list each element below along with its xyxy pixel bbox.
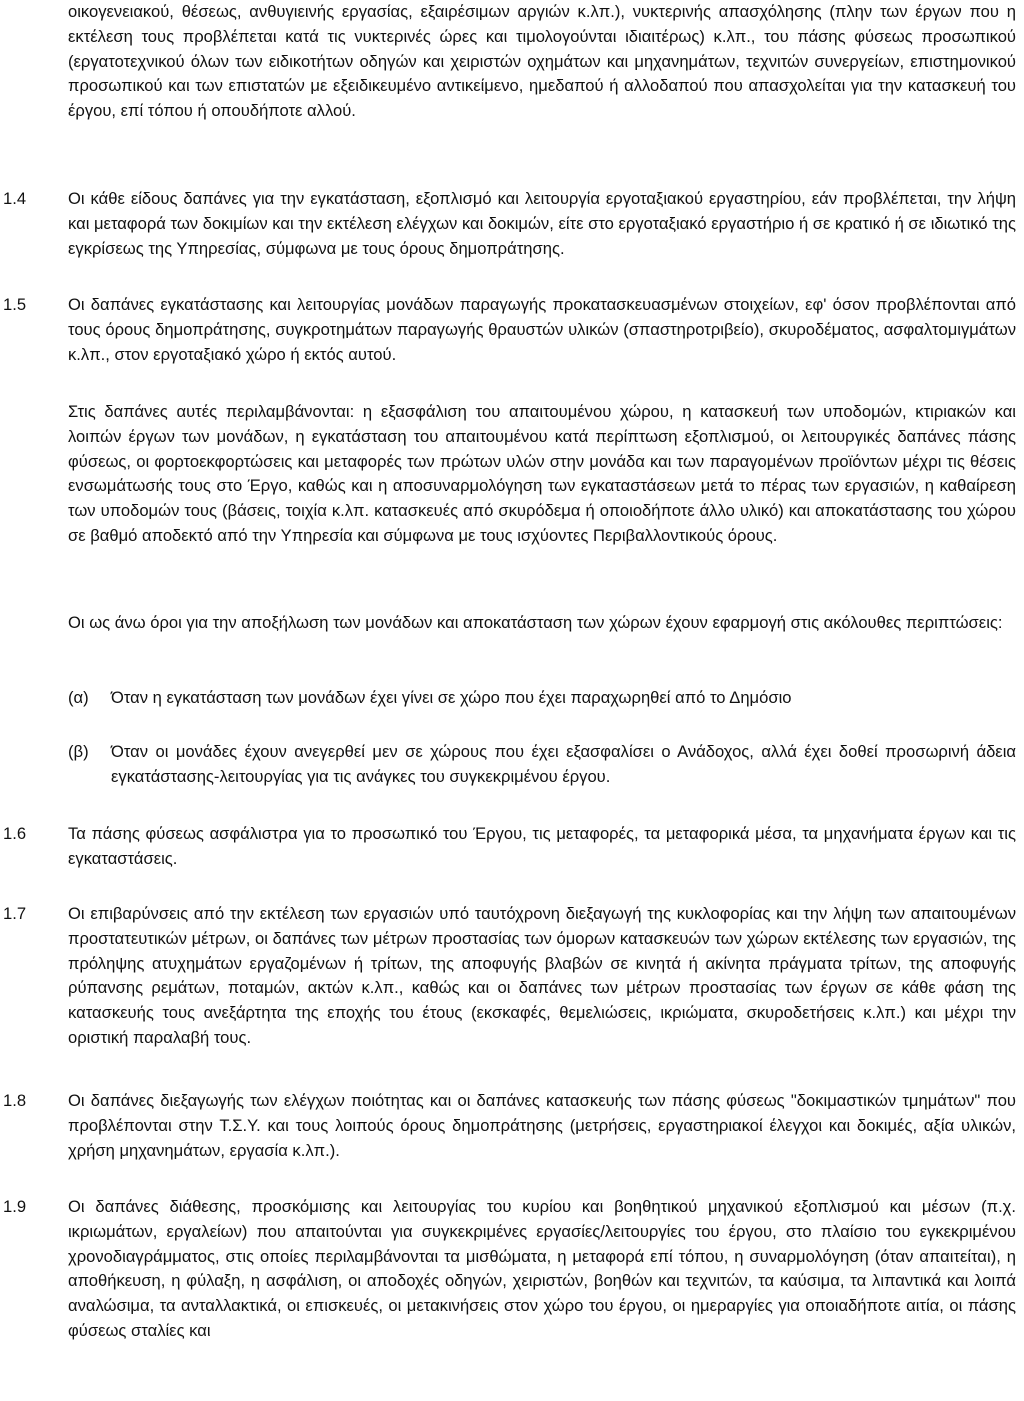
- clause-1-5-paragraph: Στις δαπάνες αυτές περιλαμβάνονται: η εξασφάλιση του απαιτουμένου χώρου, η κατασκευή των υποδομών, κτιριακών και λοιπών έργων των μονάδων, η εγκατάσταση του απαιτουμένου κατά περίπτωση εξοπλισμού, οι λειτουργικές δαπάνες πάσης φύσεως, οι φορτοεκφορτώσεις και μεταφορές των πρώτων υλών στην μονάδα και των παραγομένων προϊόντων μέχρι τις θέσεις ενσωμάτωσής τους στο Έργο, καθώς και η αποσυναρμολόγηση των εγκαταστάσεων μετά το πέρας των εργασιών, η καθαίρεση των υποδομών τους (βάσεις, τοιχία κ.λπ. κατασκευές από σκυρόδεμα ή οποιοδήποτε άλλο υλικό) και αποκατάστασης του χώρου σε βαθμό αποδεκτό από την Υπηρεσία και σύμφωνα με τους ισχύοντες Περιβαλλοντικούς όρους.: [68, 402, 1016, 545]
- clause-text: Οι κάθε είδους δαπάνες για την εγκατάσταση, εξοπλισμό και λειτουργία εργοταξιακού εργαστηρίου, εάν προβλέπεται, την λήψη και μεταφορά των δοκιμίων και την εκτέλεση ελέγχων και δοκιμών, είτε στο εργοταξιακό εργαστήριο ή σε κρατικό ή σε ιδιωτικό της εγκρίσεως της Υπηρεσίας, σύμφωνα με τους όρους δημοπράτησης.: [68, 189, 1016, 258]
- clause-number: 1.8: [3, 1091, 27, 1110]
- clause-text: Οι δαπάνες διάθεσης, προσκόμισης και λειτουργίας του κυρίου και βοηθητικού μηχανικού εξοπλισμού και μέσων (π.χ. ικριωμάτων, εργαλείων) που απαιτούνται για συγκεκριμένες εργασίες/λειτουργίες του έργου, στο πλαίσιο του εγκεκριμένου χρονοδιαγράμματος, στις οποίες περιλαμβάνονται τα μισθώματα, η μεταφορά επί τόπου, η συναρμολόγηση (όταν απαιτείται), η αποθήκευση, η φύλαξη, η ασφάλιση, οι αποδοχές οδηγών, χειριστών, βοηθών και τεχνιτών, τα καύσιμα, τα λιπαντικά και λοιπά αναλώσιμα, τα ανταλλακτικά, οι επισκευές, οι μετακινήσεις στον χώρο του έργου, οι ημεραργίες για οποιαδήποτε αιτία, οι πάσης φύσεως σταλίες και: [68, 1197, 1016, 1340]
- clause-number: 1.4: [3, 189, 27, 208]
- clause-text: Τα πάσης φύσεως ασφάλιστρα για το προσωπικό του Έργου, τις μεταφορές, τα μεταφορικά μέσα, τα μηχανήματα έργων και τις εγκαταστάσεις.: [68, 824, 1016, 868]
- clause-number: 1.6: [3, 824, 27, 843]
- clause-text: Οι δαπάνες διεξαγωγής των ελέγχων ποιότητας και οι δαπάνες κατασκευής των πάσης φύσεως "δοκιμαστικών τμημάτων" που προβλέπονται στην Τ.Σ.Υ. και τους λοιπούς όρους δημοπράτησης (μετρήσεις, εργαστηριακοί έλεγχοι και δοκιμές, αξία υλικών, χρήση μηχανημάτων, εργασία κ.λπ.).: [68, 1091, 1016, 1160]
- clause-number: 1.5: [3, 295, 27, 314]
- sub-item-label: (β): [68, 742, 89, 761]
- clause-number: 1.7: [3, 904, 27, 923]
- clause-text: Οι επιβαρύνσεις από την εκτέλεση των εργασιών υπό ταυτόχρονη διεξαγωγή της κυκλοφορίας και την λήψη των απαιτουμένων προστατευτικών μέτρων, οι δαπάνες των μέτρων προστασίας των όμορων κατασκευών των χώρων εκτέλεσης των εργασιών, της πρόληψης ατυχημάτων εργαζομένων ή τρίτων, της αποφυγής βλαβών σε κινητά ή ακίνητα πράγματα τρίτων, της αποφυγής ρύπανσης ρεμάτων, ποταμών, ακτών κ.λπ., καθώς και οι δαπάνες των μέτρων προστασίας των έργων σε κάθε φάση της κατασκευής τους ανεξάρτητα της εποχής του έτους (εκσκαφές, θεμελιώσεις, ικριώματα, σκυροδετήσεις κ.λπ.) και μέχρι την οριστική παραλαβή τους.: [68, 904, 1016, 1047]
- sub-item-label: (α): [68, 688, 89, 707]
- clause-1-5-conditions-paragraph: Οι ως άνω όροι για την αποξήλωση των μονάδων και αποκατάσταση των χώρων έχουν εφαρμογή στις ακόλουθες περιπτώσεις:: [68, 613, 1003, 632]
- intro-paragraph: οικογενειακού, θέσεως, ανθυγιεινής εργασίας, εξαιρέσιμων αργιών κ.λπ.), νυκτερινής απασχόλησης (πλην των έργων που η εκτέλεση τους προβλέπεται κατά τις νυκτερινές ώρες και τιμολογούνται ιδιαιτέρως) κ.λπ., του πάσης φύσεως προσωπικού (εργατοτεχνικού όλων των ειδικοτήτων οδηγών και χειριστών οχημάτων και μηχανημάτων, τεχνιτών συνεργείων, επιστημονικού προσωπικού και των επιστατών με εξειδικευμένο αντικείμενο, ημεδαπού ή αλλοδαπού που απασχολείται για την κατασκευή του έργου, επί τόπου ή οπουδήποτε αλλού.: [68, 2, 1016, 121]
- clause-number: 1.9: [3, 1197, 27, 1216]
- sub-item-text: Όταν οι μονάδες έχουν ανεγερθεί μεν σε χώρους που έχει εξασφαλίσει ο Ανάδοχος, αλλά έχει δοθεί προσωρινή άδεια εγκατάστασης-λειτουργίας για τις ανάγκες του συγκεκριμένου έργου.: [111, 742, 1016, 786]
- clause-text: Οι δαπάνες εγκατάστασης και λειτουργίας μονάδων παραγωγής προκατασκευασμένων στοιχείων, εφ' όσον προβλέπονται από τους όρους δημοπράτησης, συγκροτημάτων παραγωγής θραυστών υλικών (σπαστηροτριβείο), σκυροδέματος, ασφαλτομιγμάτων κ.λπ., στον εργοταξιακό χώρο ή εκτός αυτού.: [68, 295, 1016, 364]
- sub-item-text: Όταν η εγκατάσταση των μονάδων έχει γίνει σε χώρο που έχει παραχωρηθεί από το Δημόσιο: [111, 688, 792, 707]
